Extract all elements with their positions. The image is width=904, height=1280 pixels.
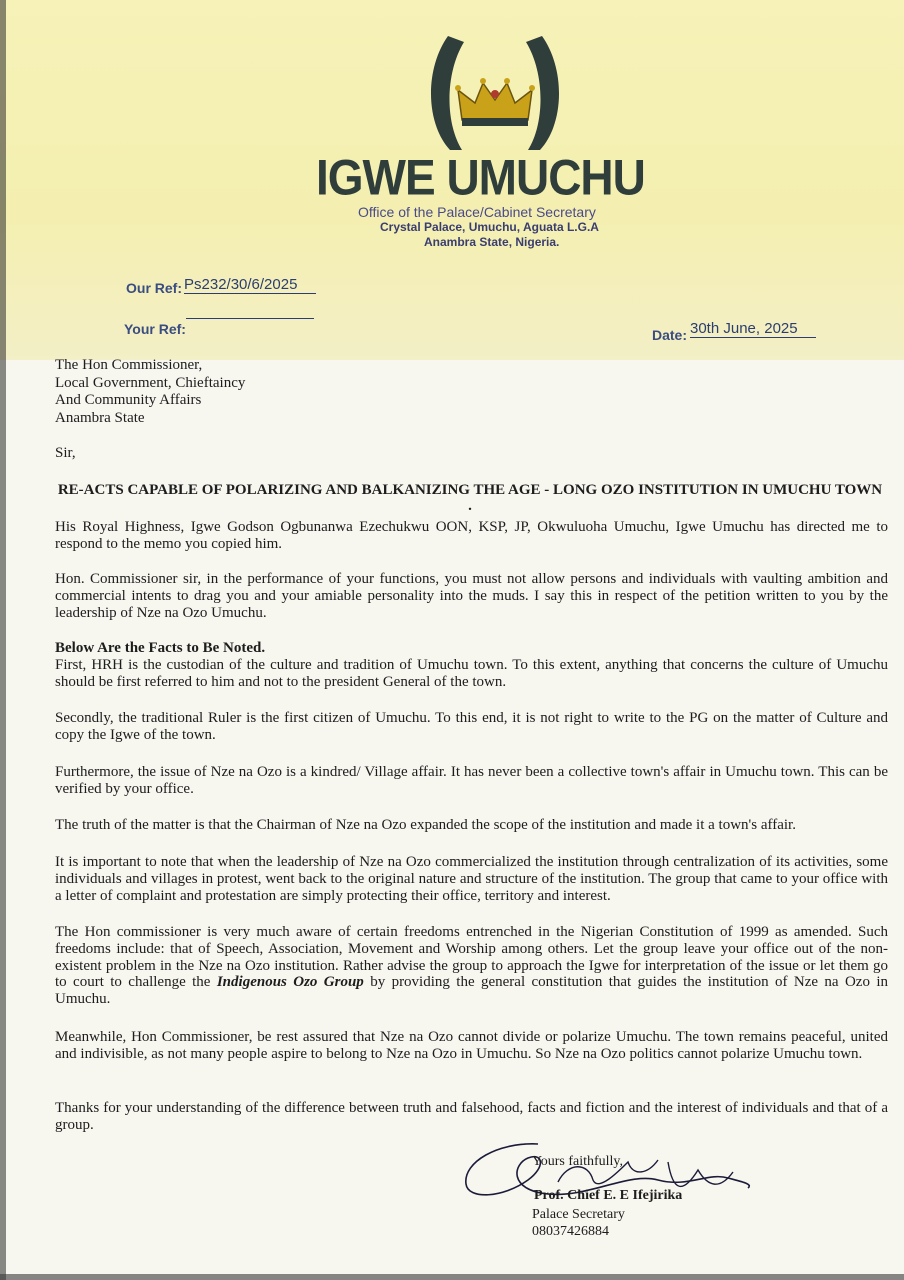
date-value: 30th June, 2025 — [690, 320, 816, 338]
crest-logo — [420, 28, 570, 158]
indigenous-ozo-group-emphasis: Indigenous Ozo Group — [216, 974, 364, 991]
your-ref-blank-line — [186, 318, 314, 319]
addressee-line: The Hon Commissioner, — [55, 357, 203, 373]
paragraph-8 — [55, 924, 888, 1008]
our-ref-label: Our Ref: — [126, 280, 182, 296]
closing: Yours faithfully, — [532, 1154, 624, 1169]
addressee-block — [55, 357, 245, 427]
page-left-edge — [0, 0, 6, 1280]
paragraph-4: Secondly, the traditional Ruler is the first citizen of Umuchu. To this end, it is not right to write to the PG on the matter of Culture and copy the Igwe of the town. — [55, 710, 888, 743]
paragraph-8-text: The Hon commissioner is very much aware of certain freedoms entrenched in the Nigerian Constitution of 1999 as amended. Such freedoms include: that of Speech, Association, Movement and Worship among others. Let the group leave your office out of the non-existent problem in the Nze na Ozo institution. Rather advise the group to approach the Igwe for interpretation of the issue or let them go to court to challenge the — [55, 924, 888, 991]
signatory-phone: 08037426884 — [532, 1224, 609, 1239]
page-bottom-edge — [0, 1274, 904, 1280]
addressee-line: Local Government, Chieftaincy — [55, 374, 246, 391]
brand-name: IGWE UMUCHU — [316, 148, 645, 206]
subject-line: RE-ACTS CAPABLE OF POLARIZING AND BALKANIZING THE AGE - LONG OZO INSTITUTION IN UMUCHU TOWN . — [57, 482, 883, 514]
paragraph-8-text-end: by providing the general constitution that guides the institution of Nze na Ozo in Umuchu. — [55, 974, 888, 1008]
paragraph-5: Furthermore, the issue of Nze na Ozo is a kindred/ Village affair. It has never been a collective town's affair in Umuchu town. This can be verified by your office. — [55, 764, 888, 797]
addressee-line: And Community Affairs — [55, 392, 202, 408]
paragraph-1: His Royal Highness, Igwe Godson Ogbunanwa Ezechukwu OON, KSP, JP, Okwuluoha Umuchu, Igwe Umuchu has directed me to respond to the memo you copied him. — [55, 519, 888, 552]
signatory-name: Prof. Chief E. E Ifejirika — [534, 1188, 683, 1203]
paragraph-9: Meanwhile, Hon Commissioner, be rest assured that Nze na Ozo cannot divide or polarize Umuchu. The town remains peaceful, united and indivisible, as not many people aspire to belong to Nze na Ozo in Umuchu. So Nze na Ozo politics cannot polarize Umuchu town. — [55, 1029, 888, 1062]
signatory-role: Palace Secretary — [532, 1207, 625, 1222]
paragraph-10: Thanks for your understanding of the difference between truth and falsehood, facts and fiction and the interest of individuals and that of a group. — [55, 1100, 888, 1133]
salutation: Sir, — [55, 445, 76, 461]
paragraph-2: Hon. Commissioner sir, in the performance of your functions, you must not allow persons and individuals with vaulting ambition and commercial intents to drag you and your amiable personality into the muds. I say this in respect of the petition written to you by the leadership of Nze na Ozo Umuchu. — [55, 571, 888, 621]
facts-heading: Below Are the Facts to Be Noted. — [55, 640, 266, 656]
paragraph-6: The truth of the matter is that the Chairman of Nze na Ozo expanded the scope of the institution and made it a town's affair. — [55, 817, 796, 833]
your-ref-label: Your Ref: — [124, 321, 186, 337]
our-ref-value: Ps232/30/6/2025 — [184, 276, 316, 294]
date-label: Date: — [652, 327, 688, 343]
crown-icon — [455, 78, 535, 126]
paragraph-3: First, HRH is the custodian of the culture and tradition of Umuchu town. To this extent, anything that concerns the culture of Umuchu should be first referred to him and not to the president General of the town. — [55, 657, 888, 690]
addressee-line: Anambra State — [55, 409, 145, 426]
office-title: Office of the Palace/Cabinet Secretary — [358, 204, 596, 220]
address-line1: Crystal Palace, Umuchu, Aguata L.G.A — [380, 220, 599, 234]
paragraph-7: It is important to note that when the leadership of Nze na Ozo commercialized the institution through centralization of its activities, some individuals and villages in protest, went back to the original nature and structure of the institution. The group that came to your office with a letter of complaint and protestation are simply protecting their office, territory and interest. — [55, 854, 888, 904]
address-line2: Anambra State, Nigeria. — [424, 235, 560, 249]
